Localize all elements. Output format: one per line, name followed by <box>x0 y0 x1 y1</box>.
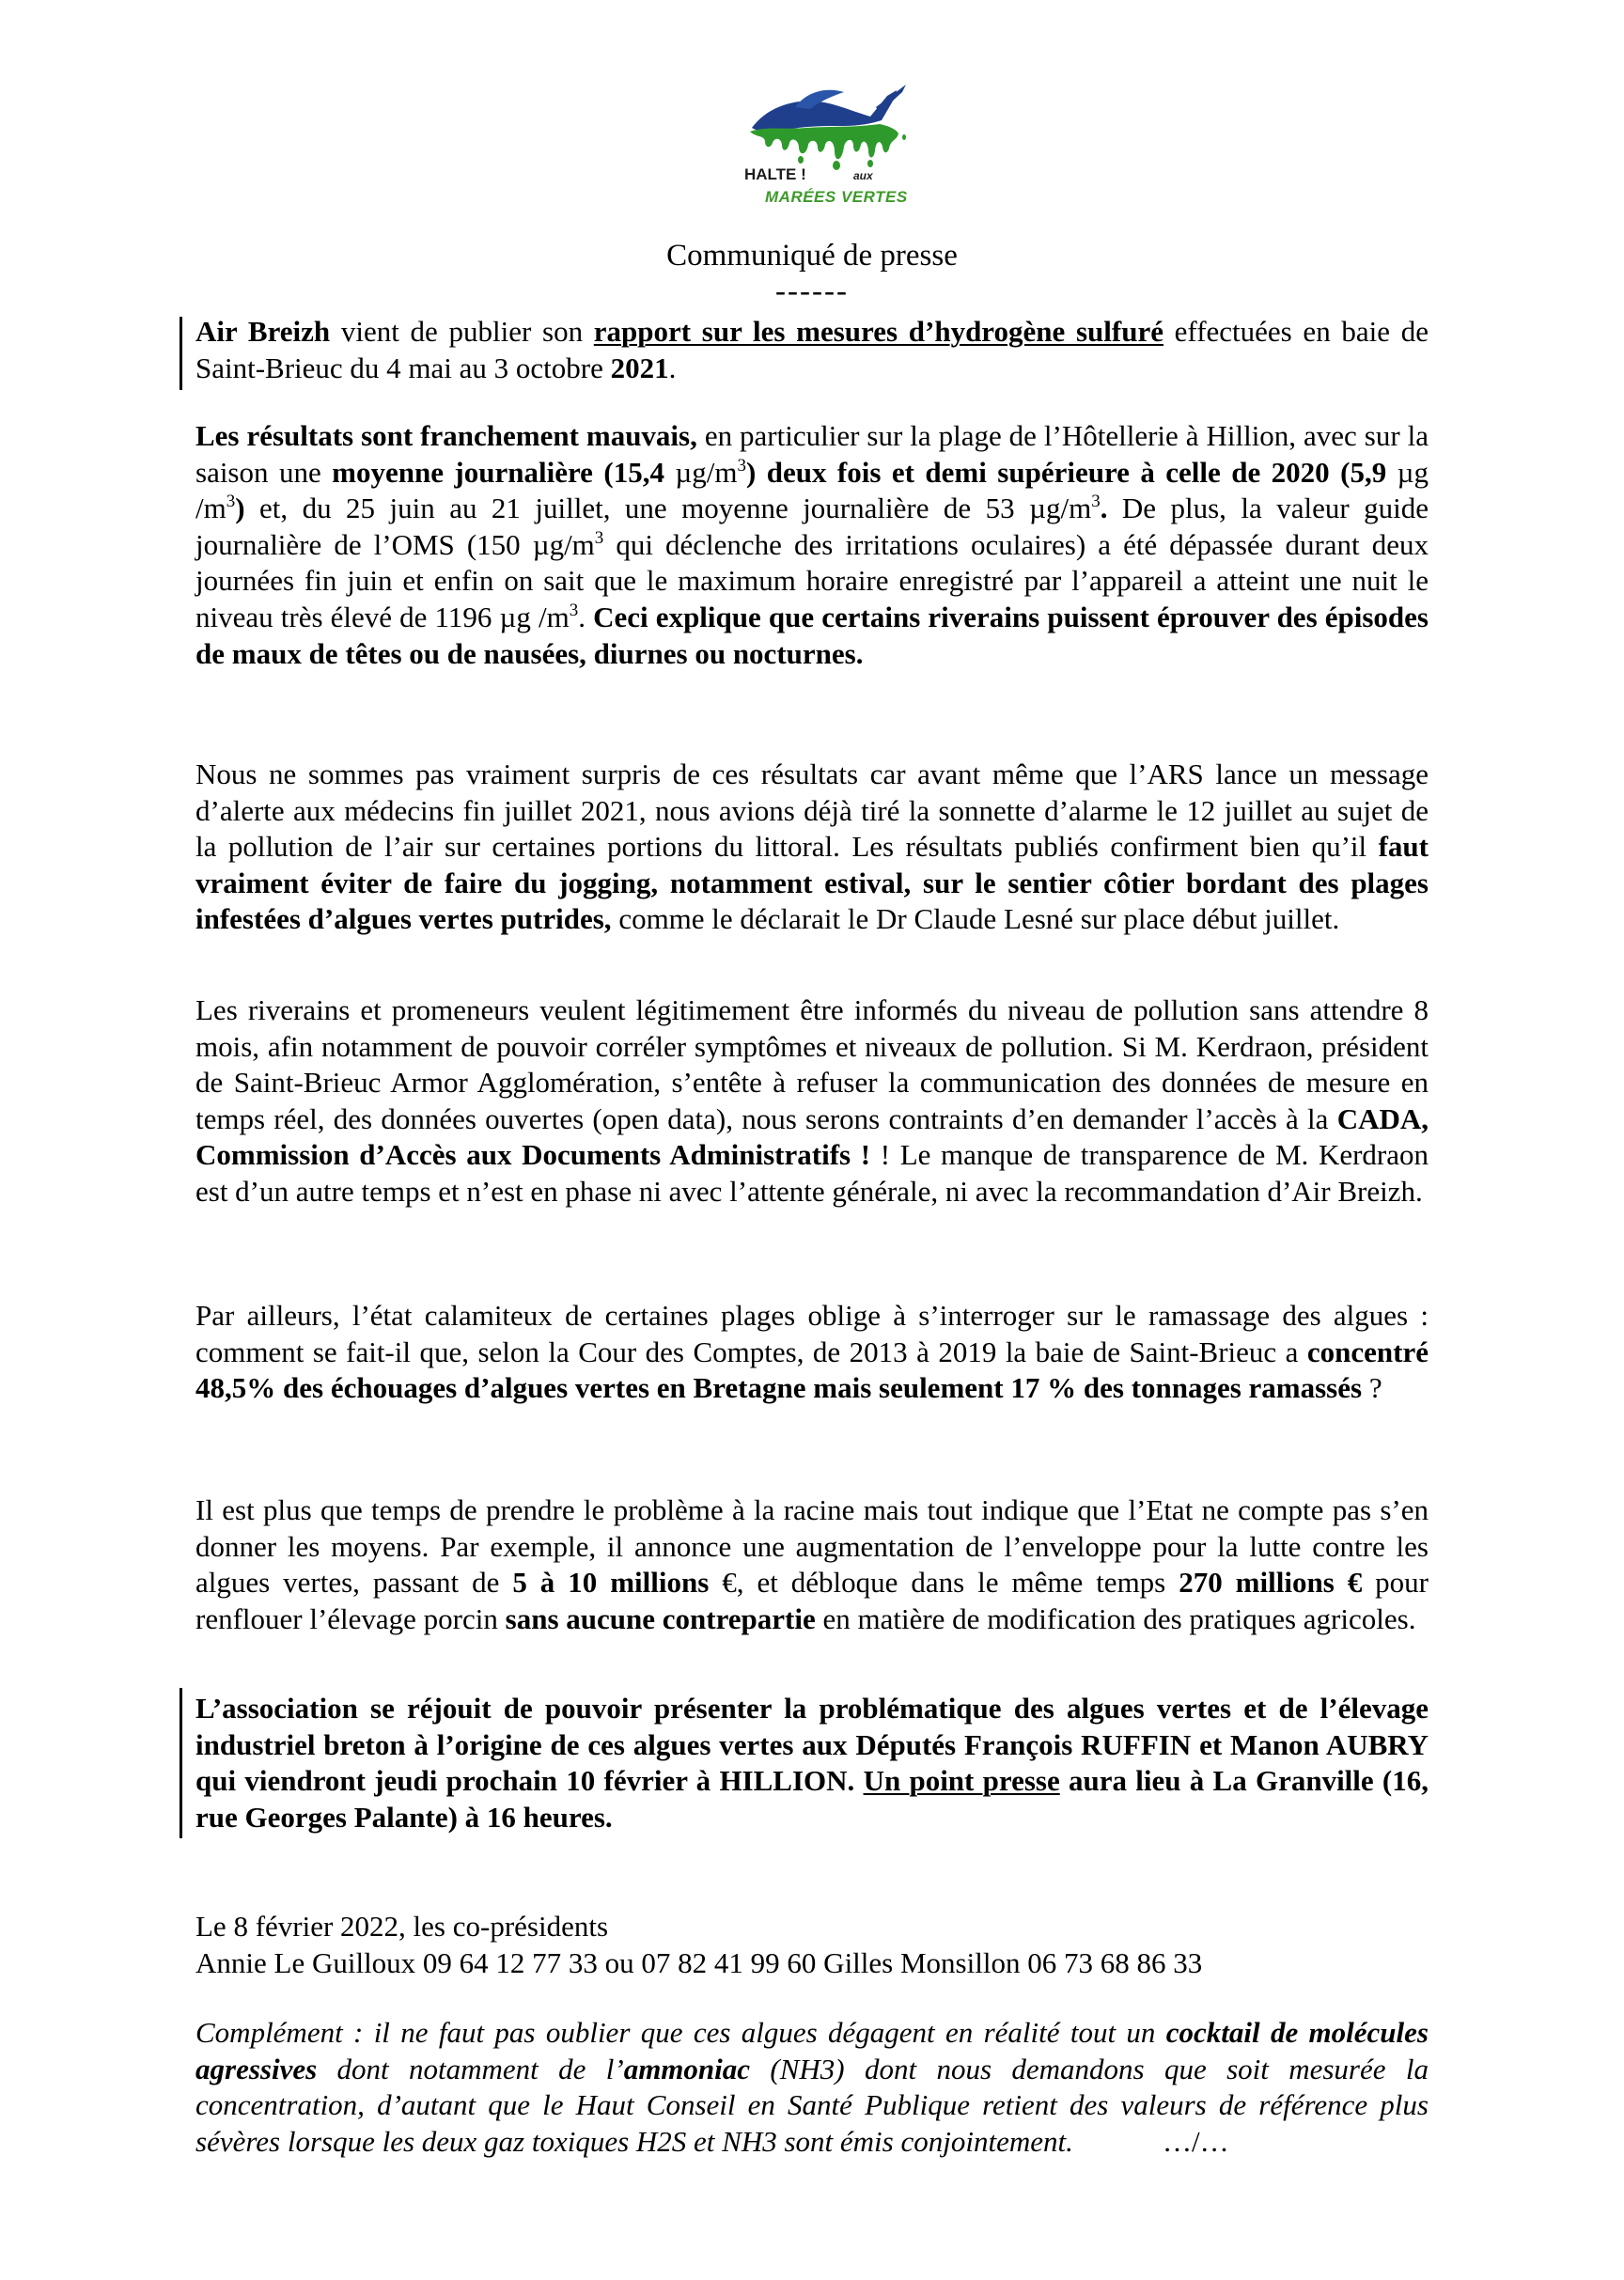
paragraph-5 <box>195 1298 1429 1407</box>
text-run: vient de publier son <box>330 315 594 348</box>
bold-text-run: 2021 <box>610 351 669 384</box>
bold-text-run: ammoniac <box>623 2052 751 2085</box>
text-run: comme le déclarait le Dr Claude Lesné sur place début juillet. <box>611 902 1340 936</box>
text-run: et, du 25 juin au 21 juillet, une moyenne journalière de 53 µg/m <box>244 492 1092 525</box>
text-run: (NH3) dont nous demandons que soit mesurée la concentration, d’autant que le Haut Conseil en Santé Publique retient des valeurs de référence plus sévères lorsque les deux gaz toxiques H2S et NH3 sont émis conjointement. <box>195 2052 1429 2158</box>
bold-text-run: sans aucune contrepartie <box>505 1601 816 1635</box>
bold-text-run: faut vraiment éviter de faire du jogging, notamment estival, sur le sentier côtier bordant des plages infestées d’algues vertes putrides, <box>195 830 1429 936</box>
bold-text-run: ) <box>235 492 245 525</box>
text-run: ? <box>1362 1371 1382 1405</box>
bold-text-run: cocktail de molécules agressives <box>195 2016 1429 2085</box>
signature-block <box>195 1909 1202 1981</box>
document-title: Communiqué de presse <box>666 239 958 273</box>
bold-text-run: Ceci explique que certains riverains puissent éprouver des épisodes de maux de têtes ou de nausées, diurnes ou nocturnes. <box>195 600 1429 670</box>
superscript-run: 3 <box>569 600 579 620</box>
bold-text-run: moyenne journalière (15,4 <box>332 455 676 489</box>
paragraph-2 <box>195 418 1429 672</box>
text-run: µg/m <box>675 455 738 489</box>
text-run: De plus, la valeur guide journalière de l’OMS (150 µg/m <box>195 492 1429 561</box>
text-run: Complément : il ne faut pas oublier que ces algues dégagent en réalité tout un <box>195 2016 1166 2049</box>
bold-text-run: CADA, Commission d’Accès aux Documents Administratifs ! <box>195 1101 1429 1172</box>
paragraph-1 <box>195 314 1429 386</box>
bold-text-run: . <box>1100 492 1108 525</box>
bold-text-run: Air Breizh <box>195 315 331 348</box>
text-run: Par ailleurs, l’état calamiteux de certaines plages oblige à s’interroger sur le ramassage des algues : comment se fait-il que, selon la Cour des Comptes, de 2013 à 2019 la baie de Saint-Brieuc a <box>195 1299 1429 1368</box>
bold-text-run: 270 millions € <box>1179 1566 1363 1600</box>
text-run: . <box>668 351 677 384</box>
signature-contacts-line: Annie Le Guilloux 09 64 12 77 33 ou 07 82 41 99 60 Gilles Monsillon 06 73 68 86 33 <box>195 1945 1203 1979</box>
paragraph-3 <box>195 757 1429 938</box>
bold-text-run: aura lieu à La Granville (16, rue Georges Palante) à 16 heures. <box>195 1764 1429 1834</box>
text-run: . <box>578 600 594 633</box>
text-run: ! Le manque de transparence de M. Kerdraon est d’un autre temps et n’est en phase ni avec l’attente générale, ni avec la recommandation d’Air Breizh. <box>195 1138 1429 1208</box>
paragraph-6 <box>195 1492 1429 1637</box>
bold-text-run: L’association se réjouit de pouvoir présenter la problématique des algues vertes et de l’élevage industriel breton à l’origine de ces algues vertes aux Députés François RUFFIN et Manon AUBRY qui viendront jeudi prochain 10 février à HILLION. <box>195 1692 1429 1798</box>
complement-paragraph <box>195 2015 1429 2160</box>
bold-text-run: Les résultats sont franchement mauvais, <box>195 419 697 452</box>
bold-text-run: rapport sur les mesures d’hydrogène sulfuré <box>593 315 1163 348</box>
text-run: pour renflouer l’élevage porcin <box>195 1566 1429 1635</box>
superscript-run: 3 <box>594 527 604 548</box>
bold-text-run: ) deux fois et demi supérieure à celle de 2020 (5,9 <box>745 455 1398 489</box>
text-run: Il est plus que temps de prendre le problème à la racine mais tout indique que l’Etat ne compte pas s’en donner les moyens. Par exemple, il annonce une augmentation de l’enveloppe pour la lutte contre les algues vertes, passant de <box>195 1493 1429 1600</box>
text-run: en matière de modification des pratiques agricoles. <box>815 1601 1416 1635</box>
change-bar-paragraph-7 <box>180 1688 182 1838</box>
logo-text-marees-vertes: MARÉES VERTES <box>765 188 908 206</box>
title-separator: ------ <box>775 274 849 308</box>
paragraph-7 <box>195 1691 1429 1835</box>
superscript-run: 3 <box>737 455 746 476</box>
text-run: Les riverains et promeneurs veulent légitimement être informés du niveau de pollution sans attendre 8 mois, afin notamment de pouvoir corréler symptômes et niveaux de pollution. Si M. Kerdraon, président de Saint-Brieuc Armor Agglomération, s’entête à refuser la communication des données de mesure en temps réel, des données ouvertes (open data), nous serons contraints d’en demander l’accès à la <box>195 993 1429 1135</box>
logo-text-aux: aux <box>853 169 873 182</box>
continuation-mark: …/… <box>1163 2125 1229 2158</box>
logo-text-halte: HALTE ! <box>744 165 806 183</box>
bold-text-run: 5 à 10 millions <box>512 1566 710 1600</box>
text-run: Nous ne sommes pas vraiment surpris de ces résultats car avant même que l’ARS lance un message d’alerte aux médecins fin juillet 2021, nous avions déjà tiré la sonnette d’alarme le 12 juillet au sujet de la pollution de l’air sur certaines portions du littoral. Les résultats publiés confirment bien qu’il <box>195 757 1429 864</box>
signature-date-line: Le 8 février 2022, les co-présidents <box>195 1910 609 1943</box>
text-run: effectuées en baie de Saint-Brieuc du 4 mai au 3 octobre <box>195 315 1429 384</box>
superscript-run: 3 <box>1091 492 1101 512</box>
heron-logo-icon <box>739 79 912 173</box>
bold-text-run: Un point presse <box>863 1764 1060 1798</box>
text-run: µg /m <box>195 455 1429 525</box>
text-run: en particulier sur la plage de l’Hôtellerie à Hillion, avec sur la saison une <box>195 419 1429 489</box>
text-run: dont notamment de l’ <box>317 2052 624 2085</box>
paragraph-4 <box>195 992 1429 1210</box>
text-run: €, et débloque dans le même temps <box>709 1566 1179 1600</box>
halte-marees-vertes-logo <box>739 79 912 216</box>
bold-text-run: concentré 48,5% des échouages d’algues vertes en Bretagne mais seulement 17 % des tonnages ramassés <box>195 1335 1429 1405</box>
change-bar-paragraph-1 <box>180 317 182 390</box>
superscript-run: 3 <box>226 492 236 512</box>
text-run: qui déclenche des irritations oculaires) a été dépassée durant deux journées fin juin et enfin on sait que le maximum horaire enregistré par l’appareil a atteint une nuit le niveau très élevé de 1196 µg /m <box>195 527 1429 633</box>
